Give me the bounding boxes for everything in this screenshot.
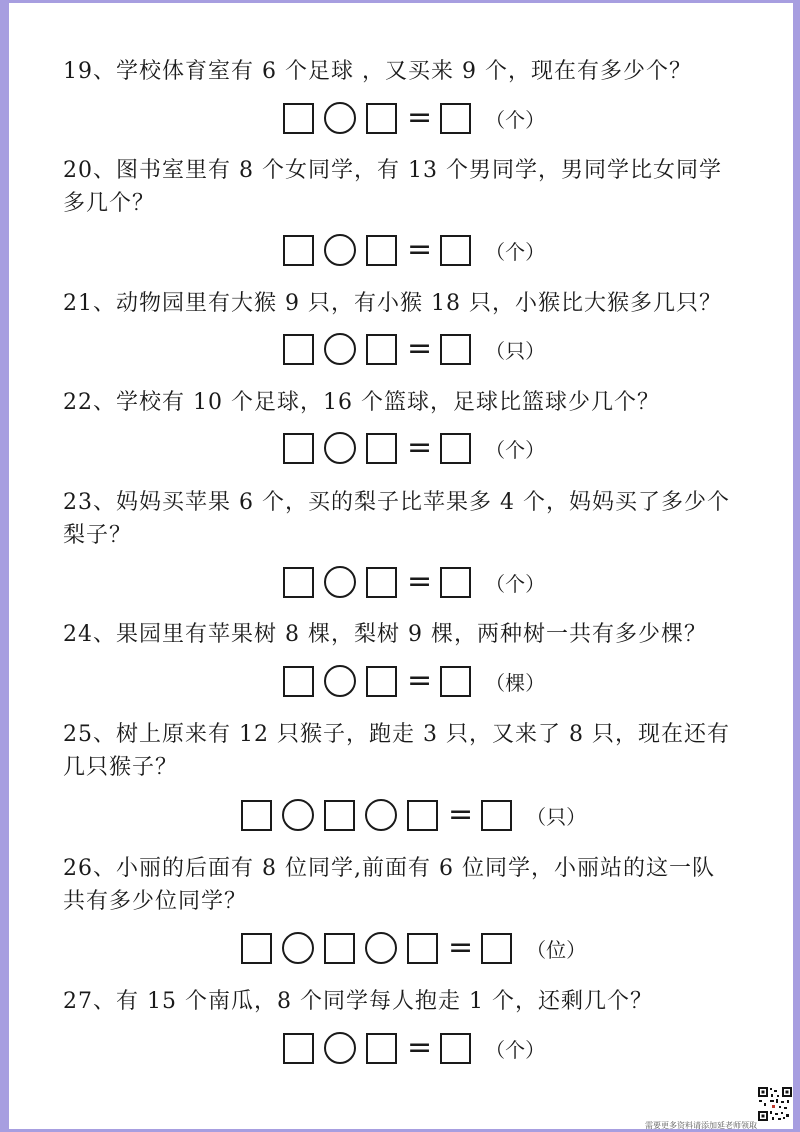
answer-box[interactable]	[283, 235, 314, 266]
answer-box[interactable]	[366, 567, 397, 598]
answer-equation-23	[283, 562, 545, 602]
answer-box[interactable]	[283, 666, 314, 697]
question-text: 25、树上原来有 12 只猴子，跑走 3 只，又来了 8 只，现在还有	[63, 722, 730, 747]
result-box[interactable]	[440, 103, 471, 134]
answer-box[interactable]	[366, 334, 397, 365]
result-box[interactable]	[440, 666, 471, 697]
equals-sign: =	[407, 430, 433, 465]
operator-circle[interactable]	[282, 932, 314, 964]
operator-circle[interactable]	[365, 799, 397, 831]
question-text: 23、妈妈买苹果 6 个，买的梨子比苹果多 4 个，妈妈买了多少个	[63, 490, 730, 515]
equals-sign: =	[407, 331, 433, 366]
equals-sign: =	[407, 232, 433, 267]
unit-label: （只）	[485, 338, 546, 363]
unit-label: （个）	[485, 107, 546, 132]
answer-box[interactable]	[241, 933, 272, 964]
answer-equation-27	[283, 1028, 545, 1068]
problem-20	[63, 154, 773, 220]
answer-box[interactable]	[283, 567, 314, 598]
problem-26	[63, 852, 773, 918]
operator-circle[interactable]	[324, 234, 356, 266]
operator-circle[interactable]	[282, 799, 314, 831]
problem-25	[63, 718, 773, 784]
equals-sign: =	[407, 564, 433, 599]
question-text: 21、动物园里有大猴 9 只，有小猴 18 只，小猴比大猴多几只？	[63, 291, 722, 316]
question-text: 20、图书室里有 8 个女同学，有 13 个男同学，男同学比女同学	[63, 158, 722, 183]
answer-box[interactable]	[241, 800, 272, 831]
operator-circle[interactable]	[324, 333, 356, 365]
unit-label: （个）	[485, 239, 546, 264]
result-box[interactable]	[440, 235, 471, 266]
answer-box[interactable]	[366, 235, 397, 266]
answer-box[interactable]	[283, 1033, 314, 1064]
problem-23	[63, 486, 773, 552]
unit-label: （棵）	[485, 670, 546, 695]
equals-sign: =	[448, 930, 474, 965]
unit-label: （只）	[526, 804, 587, 829]
question-text: 共有多少位同学？	[63, 889, 248, 914]
problem-19	[63, 55, 773, 88]
answer-box[interactable]	[407, 933, 438, 964]
answer-box[interactable]	[324, 800, 355, 831]
answer-box[interactable]	[283, 433, 314, 464]
question-text: 多几个？	[63, 191, 156, 216]
operator-circle[interactable]	[324, 1032, 356, 1064]
footer-note: 需要更多资料请添加延老师领取	[645, 1121, 757, 1130]
unit-label: （位）	[526, 937, 587, 962]
operator-circle[interactable]	[365, 932, 397, 964]
answer-box[interactable]	[324, 933, 355, 964]
unit-label: （个）	[485, 437, 546, 462]
problem-21	[63, 287, 773, 320]
operator-circle[interactable]	[324, 566, 356, 598]
answer-equation-21	[283, 329, 545, 369]
answer-box[interactable]	[366, 1033, 397, 1064]
result-box[interactable]	[440, 1033, 471, 1064]
answer-equation-26	[241, 928, 586, 968]
answer-box[interactable]	[366, 666, 397, 697]
answer-box[interactable]	[366, 103, 397, 134]
question-text: 26、小丽的后面有 8 位同学,前面有 6 位同学，小丽站的这一队	[63, 856, 715, 881]
answer-equation-19	[283, 98, 545, 138]
answer-equation-22	[283, 428, 545, 468]
operator-circle[interactable]	[324, 102, 356, 134]
question-text: 19、学校体育室有 6 个足球 ，又买来 9 个，现在有多少个？	[63, 59, 692, 84]
unit-label: （个）	[485, 571, 546, 596]
operator-circle[interactable]	[324, 432, 356, 464]
question-text: 24、果园里有苹果树 8 棵，梨树 9 棵，两种树一共有多少棵？	[63, 622, 707, 647]
answer-box[interactable]	[283, 103, 314, 134]
problem-24	[63, 618, 773, 651]
answer-equation-20	[283, 230, 545, 270]
equals-sign: =	[407, 1030, 433, 1065]
question-text: 几只猴子？	[63, 755, 179, 780]
qr-code-icon	[757, 1086, 793, 1122]
unit-label: （个）	[485, 1037, 546, 1062]
result-box[interactable]	[481, 800, 512, 831]
result-box[interactable]	[440, 433, 471, 464]
answer-box[interactable]	[366, 433, 397, 464]
question-text: 22、学校有 10 个足球，16 个篮球，足球比篮球少几个？	[63, 390, 660, 415]
result-box[interactable]	[440, 334, 471, 365]
result-box[interactable]	[481, 933, 512, 964]
equals-sign: =	[448, 797, 474, 832]
equals-sign: =	[407, 663, 433, 698]
problem-27	[63, 985, 773, 1018]
answer-equation-24	[283, 661, 545, 701]
equals-sign: =	[407, 100, 433, 135]
answer-box[interactable]	[407, 800, 438, 831]
answer-box[interactable]	[283, 334, 314, 365]
question-text: 梨子？	[63, 523, 133, 548]
operator-circle[interactable]	[324, 665, 356, 697]
answer-equation-25	[241, 795, 586, 835]
question-text: 27、有 15 个南瓜，8 个同学每人抱走 1 个，还剩几个？	[63, 989, 653, 1014]
problem-22	[63, 386, 773, 419]
result-box[interactable]	[440, 567, 471, 598]
